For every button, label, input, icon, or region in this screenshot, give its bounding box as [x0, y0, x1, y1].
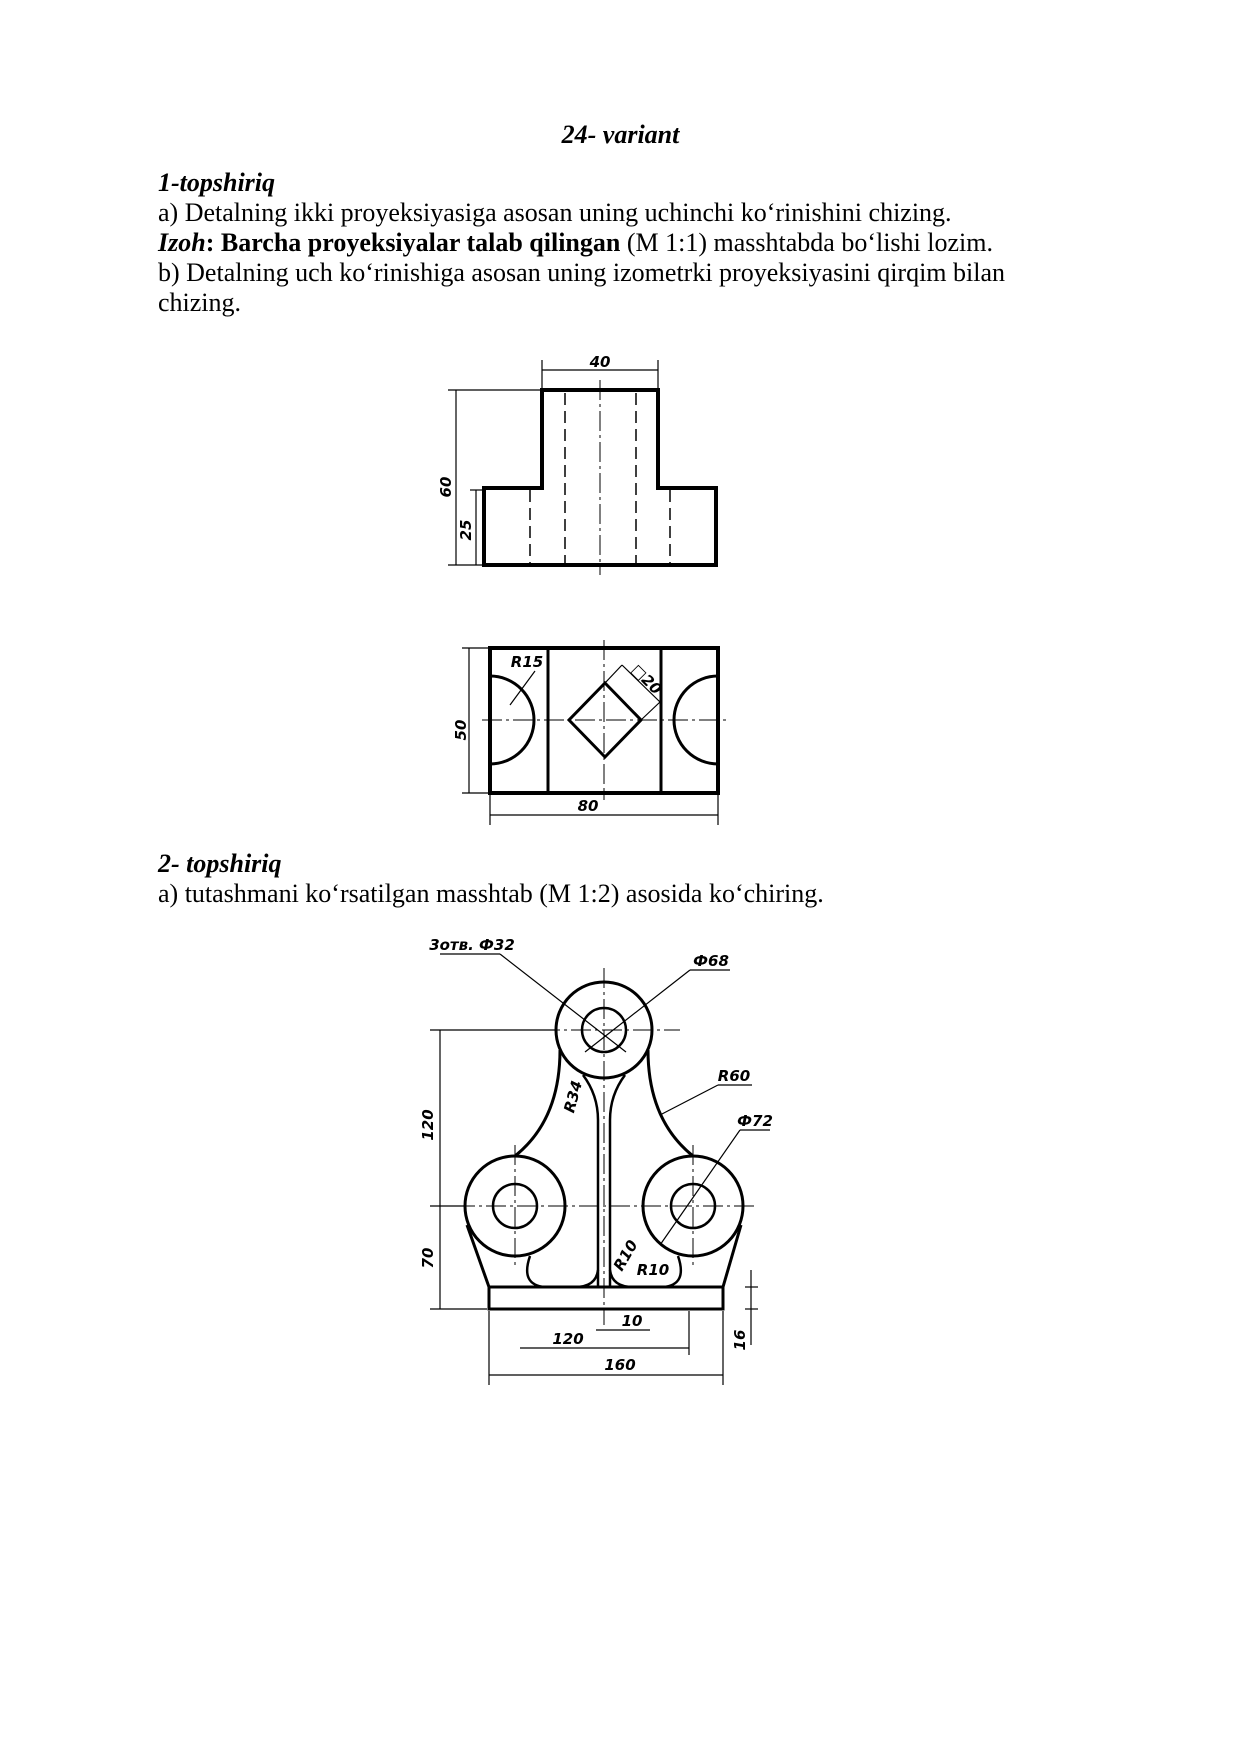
note-colon: : [205, 228, 221, 257]
dim-r10a: R10 [609, 1236, 642, 1275]
dim-60: 60 [437, 476, 455, 498]
dim-50: 50 [452, 719, 470, 741]
dim-160: 160 [604, 1356, 636, 1374]
dim-80: 80 [577, 797, 599, 815]
task1-heading: 1-topshiriq [158, 168, 276, 197]
dim-120-horizontal: 120 [552, 1330, 584, 1348]
dim-120-vertical: 120 [419, 1109, 437, 1141]
dim-r34: R34 [560, 1078, 587, 1115]
task2-heading: 2- topshiriq [158, 849, 282, 878]
dim-holes: 3отв. Ф32 [429, 936, 515, 954]
centerlines-2 [455, 968, 755, 1325]
dim-16: 16 [731, 1329, 749, 1351]
dim-d68: Ф68 [693, 952, 729, 970]
dim-r10b: R10 [636, 1261, 670, 1279]
note-label: Izoh [158, 228, 206, 257]
base-plate [489, 1287, 723, 1309]
dim-25: 25 [457, 519, 475, 541]
dim-r60: R60 [717, 1067, 751, 1085]
dim-10: 10 [621, 1312, 643, 1330]
rib-left [583, 1075, 598, 1287]
page-title: 24- variant [561, 120, 680, 149]
task1-line-b2: chizing. [158, 288, 242, 317]
left-r60-arc [515, 1050, 560, 1156]
task1-line-b1: b) Detalning uch ko‘rinishiga asosan uning izometrki proyeksiyasini qirqim bilan [158, 258, 1006, 287]
dim-40: 40 [589, 353, 611, 371]
dim-70: 70 [419, 1247, 437, 1269]
task1-line-a: a) Detalning ikki proyeksiyasiga asosan uning uchinchi ko‘rinishini chizing. [158, 198, 952, 227]
dim-square20: □20 [627, 660, 666, 699]
task2-line-a: a) tutashmani ko‘rsatilgan masshtab (M 1:2) asosida ko‘chiring. [158, 879, 824, 908]
dim-d72: Ф72 [737, 1112, 773, 1130]
note-bold: Barcha proyeksiyalar talab qilingan [220, 228, 621, 257]
dim-r15: R15 [510, 653, 544, 671]
note-rest: (M 1:1) masshtabda bo‘lishi lozim. [620, 228, 993, 257]
right-r60-arc [648, 1050, 693, 1156]
